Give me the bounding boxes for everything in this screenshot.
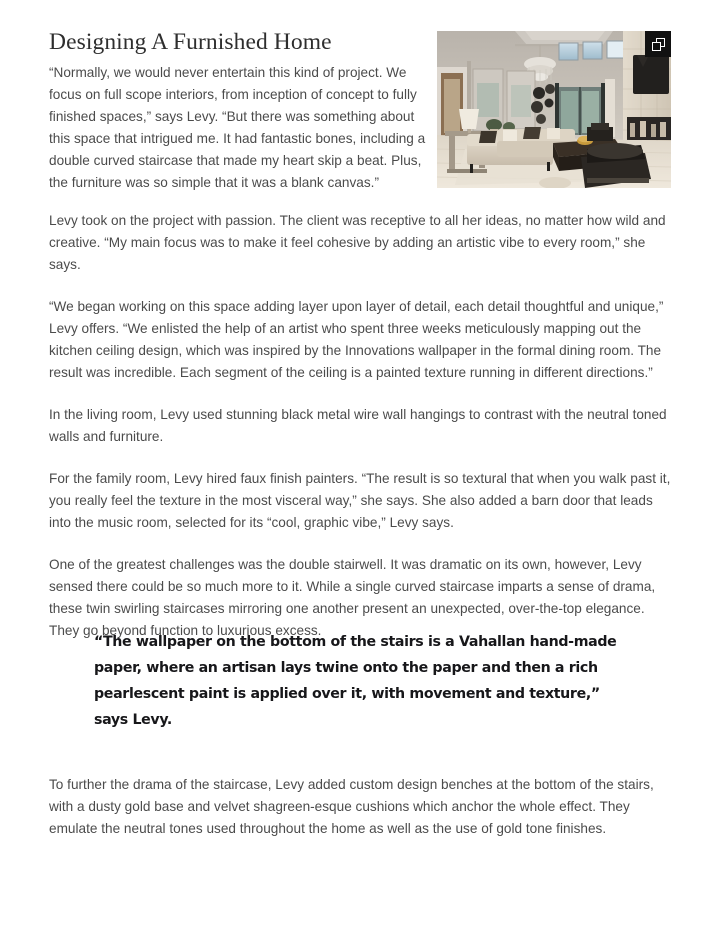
- paragraph: One of the greatest challenges was the double stairwell. It was dramatic on its own, however, Levy sensed there could be so much more to it. While a single curved staircase imparts a sense of drama, these twin swirling staircases mirroring one another present an unexpected, over-the-top elegance. They go beyond function to luxurious excess.: [49, 557, 656, 639]
- expand-image-button[interactable]: [645, 31, 671, 57]
- paragraph: To further the drama of the staircase, Levy added custom design benches at the bottom of the stairs, with a dusty gold base and velvet shagreen-esque cushions which anchor the whole effect. They emulate the neutral tones used throughout the home as well as the use of gold tone finishes.: [49, 777, 654, 837]
- page-title: Designing A Furnished Home: [49, 29, 332, 55]
- paragraph: In the living room, Levy used stunning black metal wire wall hangings to contrast with the neutral toned walls and furniture.: [49, 407, 667, 445]
- expand-icon: [652, 38, 665, 51]
- paragraph: “We began working on this space adding layer upon layer of detail, each detail thoughtful and unique,” Levy offers. “We enlisted the help of an artist who spent three weeks meticulously mapping out the kitchen ceiling design, which was inspired by the Innovations wallpaper in the formal dining room. The result was incredible. Each segment of the ceiling is a painted texture running in different directions.”: [49, 299, 664, 381]
- expand-icon-square-front: [652, 42, 661, 51]
- body-column: [49, 210, 673, 642]
- closing-column: [49, 774, 673, 840]
- pull-quote: “The wallpaper on the bottom of the stairs is a Vahallan hand-made paper, where an artisan lays twine onto the paper and then a rich pearlescent paint is applied over it, with movement and texture,” says Levy.: [94, 634, 617, 728]
- hero-image-figure: [437, 31, 671, 188]
- lead-column: [49, 62, 427, 194]
- hero-photo: [437, 31, 671, 188]
- paragraph: For the family room, Levy hired faux finish painters. “The result is so textural that when you walk past it, you really feel the texture in the most visceral way,” she says. She also added a barn door that leads into the music room, selected for its “cool, graphic vibe,” Levy says.: [49, 471, 671, 531]
- paragraph: “Normally, we would never entertain this kind of project. We focus on full scope interiors, from inception of concept to fully finished spaces,” says Levy. “But there was something about this space that intrigued me. It had fantastic bones, including a double curved staircase that made my heart skip a beat. Plus, the furniture was so simple that it was a blank canvas.”: [49, 65, 426, 191]
- paragraph: Levy took on the project with passion. The client was receptive to all her ideas, no matter how wild and creative. “My main focus was to make it feel cohesive by adding an artistic vibe to every room,” she says.: [49, 213, 666, 273]
